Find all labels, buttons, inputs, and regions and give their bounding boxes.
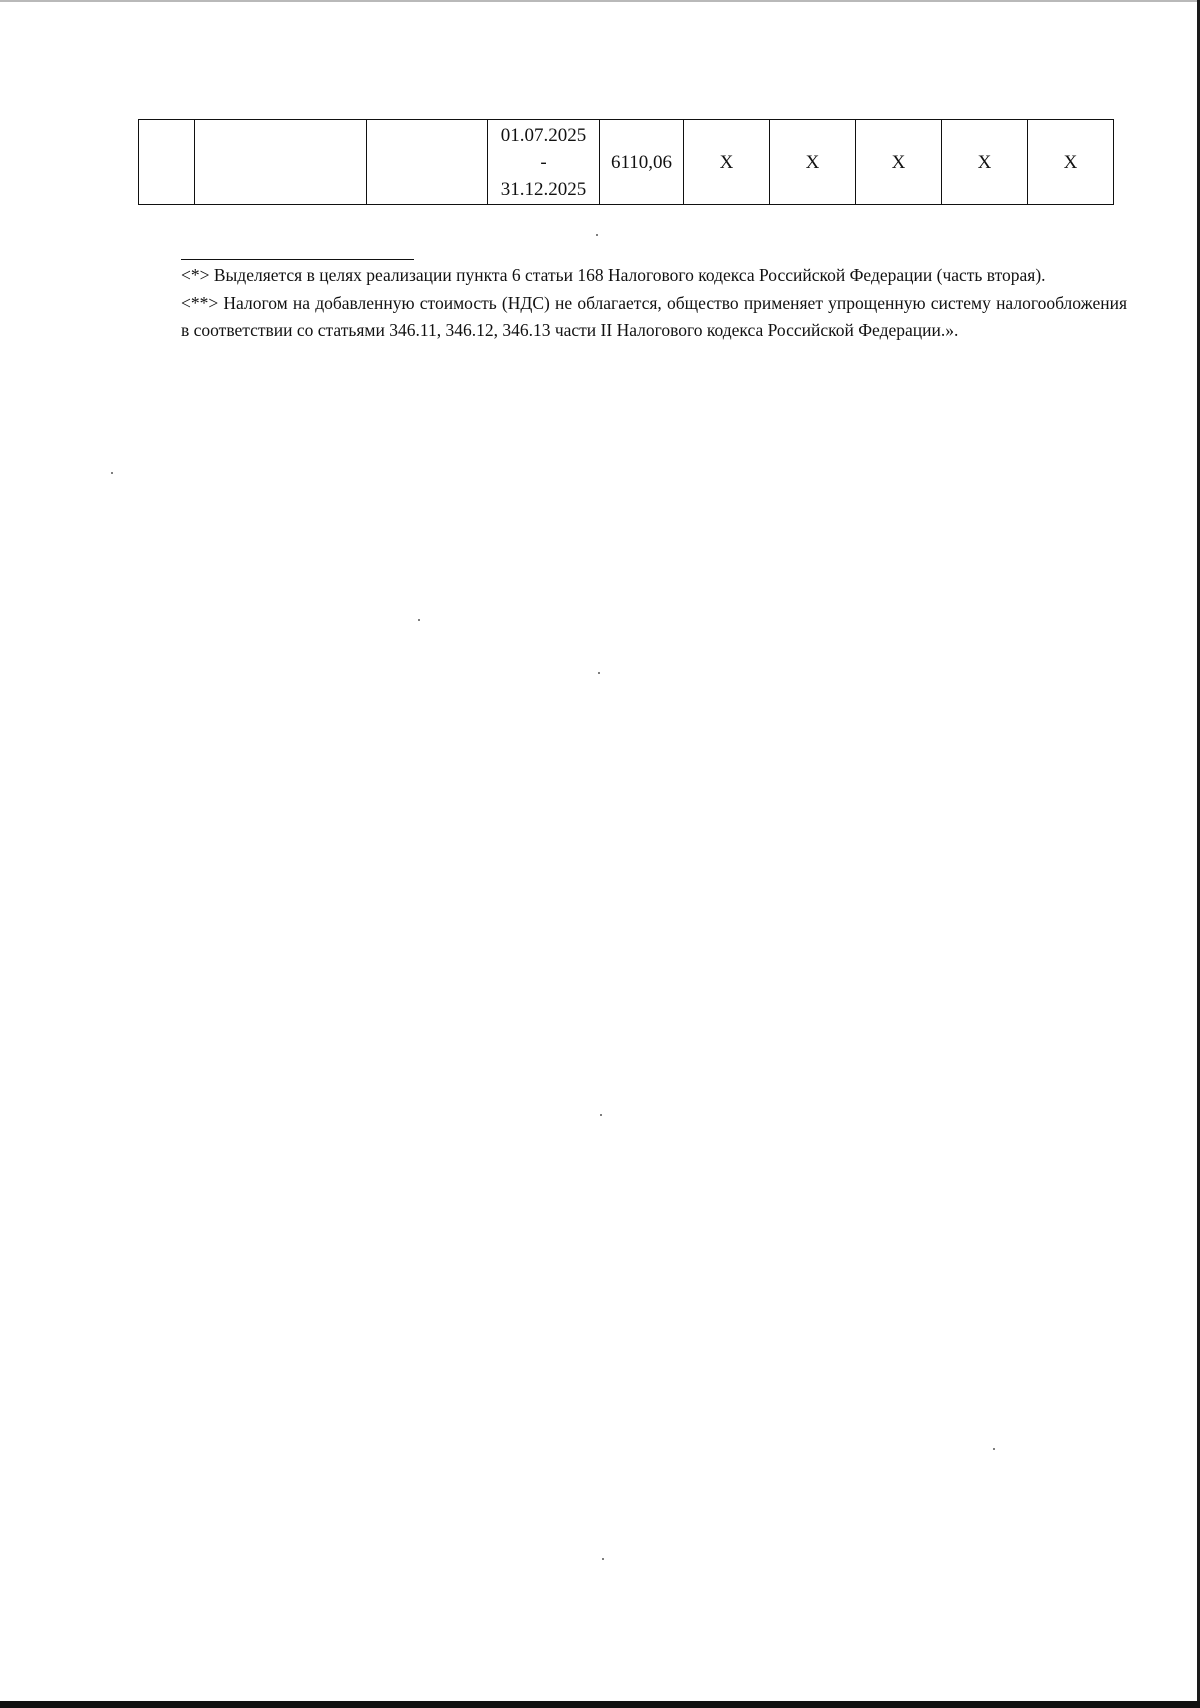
mark-cell-2: X xyxy=(770,120,856,205)
table-cell-2 xyxy=(195,120,367,205)
scan-speck xyxy=(111,472,113,474)
footnote-2: <**> Налогом на добавленную стоимость (НДС) не облагается, общество применяет упрощенную систему налогообложения в соответствии со статьями 346.11, 346.12, 346.13 части II Налогового кодекса Российской Федерации.». xyxy=(181,292,1127,340)
period-start: 01.07.2025 xyxy=(500,124,587,146)
scan-speck xyxy=(602,1558,604,1560)
scan-speck xyxy=(600,1114,602,1116)
amount-cell: 6110,06 xyxy=(600,120,684,205)
scan-speck xyxy=(598,672,600,674)
scan-speck xyxy=(993,1448,995,1450)
footnotes xyxy=(181,262,1127,345)
tariff-table xyxy=(138,119,1114,205)
scan-speck xyxy=(418,619,420,621)
period-end: 31.12.2025 xyxy=(500,178,587,200)
mark-cell-5: X xyxy=(1028,120,1114,205)
period-separator: - xyxy=(540,151,547,173)
mark-cell-3: X xyxy=(856,120,942,205)
table-cell-1 xyxy=(139,120,195,205)
table-row xyxy=(139,120,1114,205)
table-cell-3 xyxy=(367,120,488,205)
footnote-separator xyxy=(181,259,414,260)
scan-bottom-edge xyxy=(0,1701,1200,1708)
mark-cell-1: X xyxy=(684,120,770,205)
period-cell xyxy=(488,120,600,205)
scan-top-edge xyxy=(0,0,1200,2)
mark-cell-4: X xyxy=(942,120,1028,205)
scan-speck xyxy=(596,234,598,236)
footnote-1: <*> Выделяется в целях реализации пункта 6 статьи 168 Налогового кодекса Российской Федерации (часть вторая). xyxy=(181,265,1046,285)
